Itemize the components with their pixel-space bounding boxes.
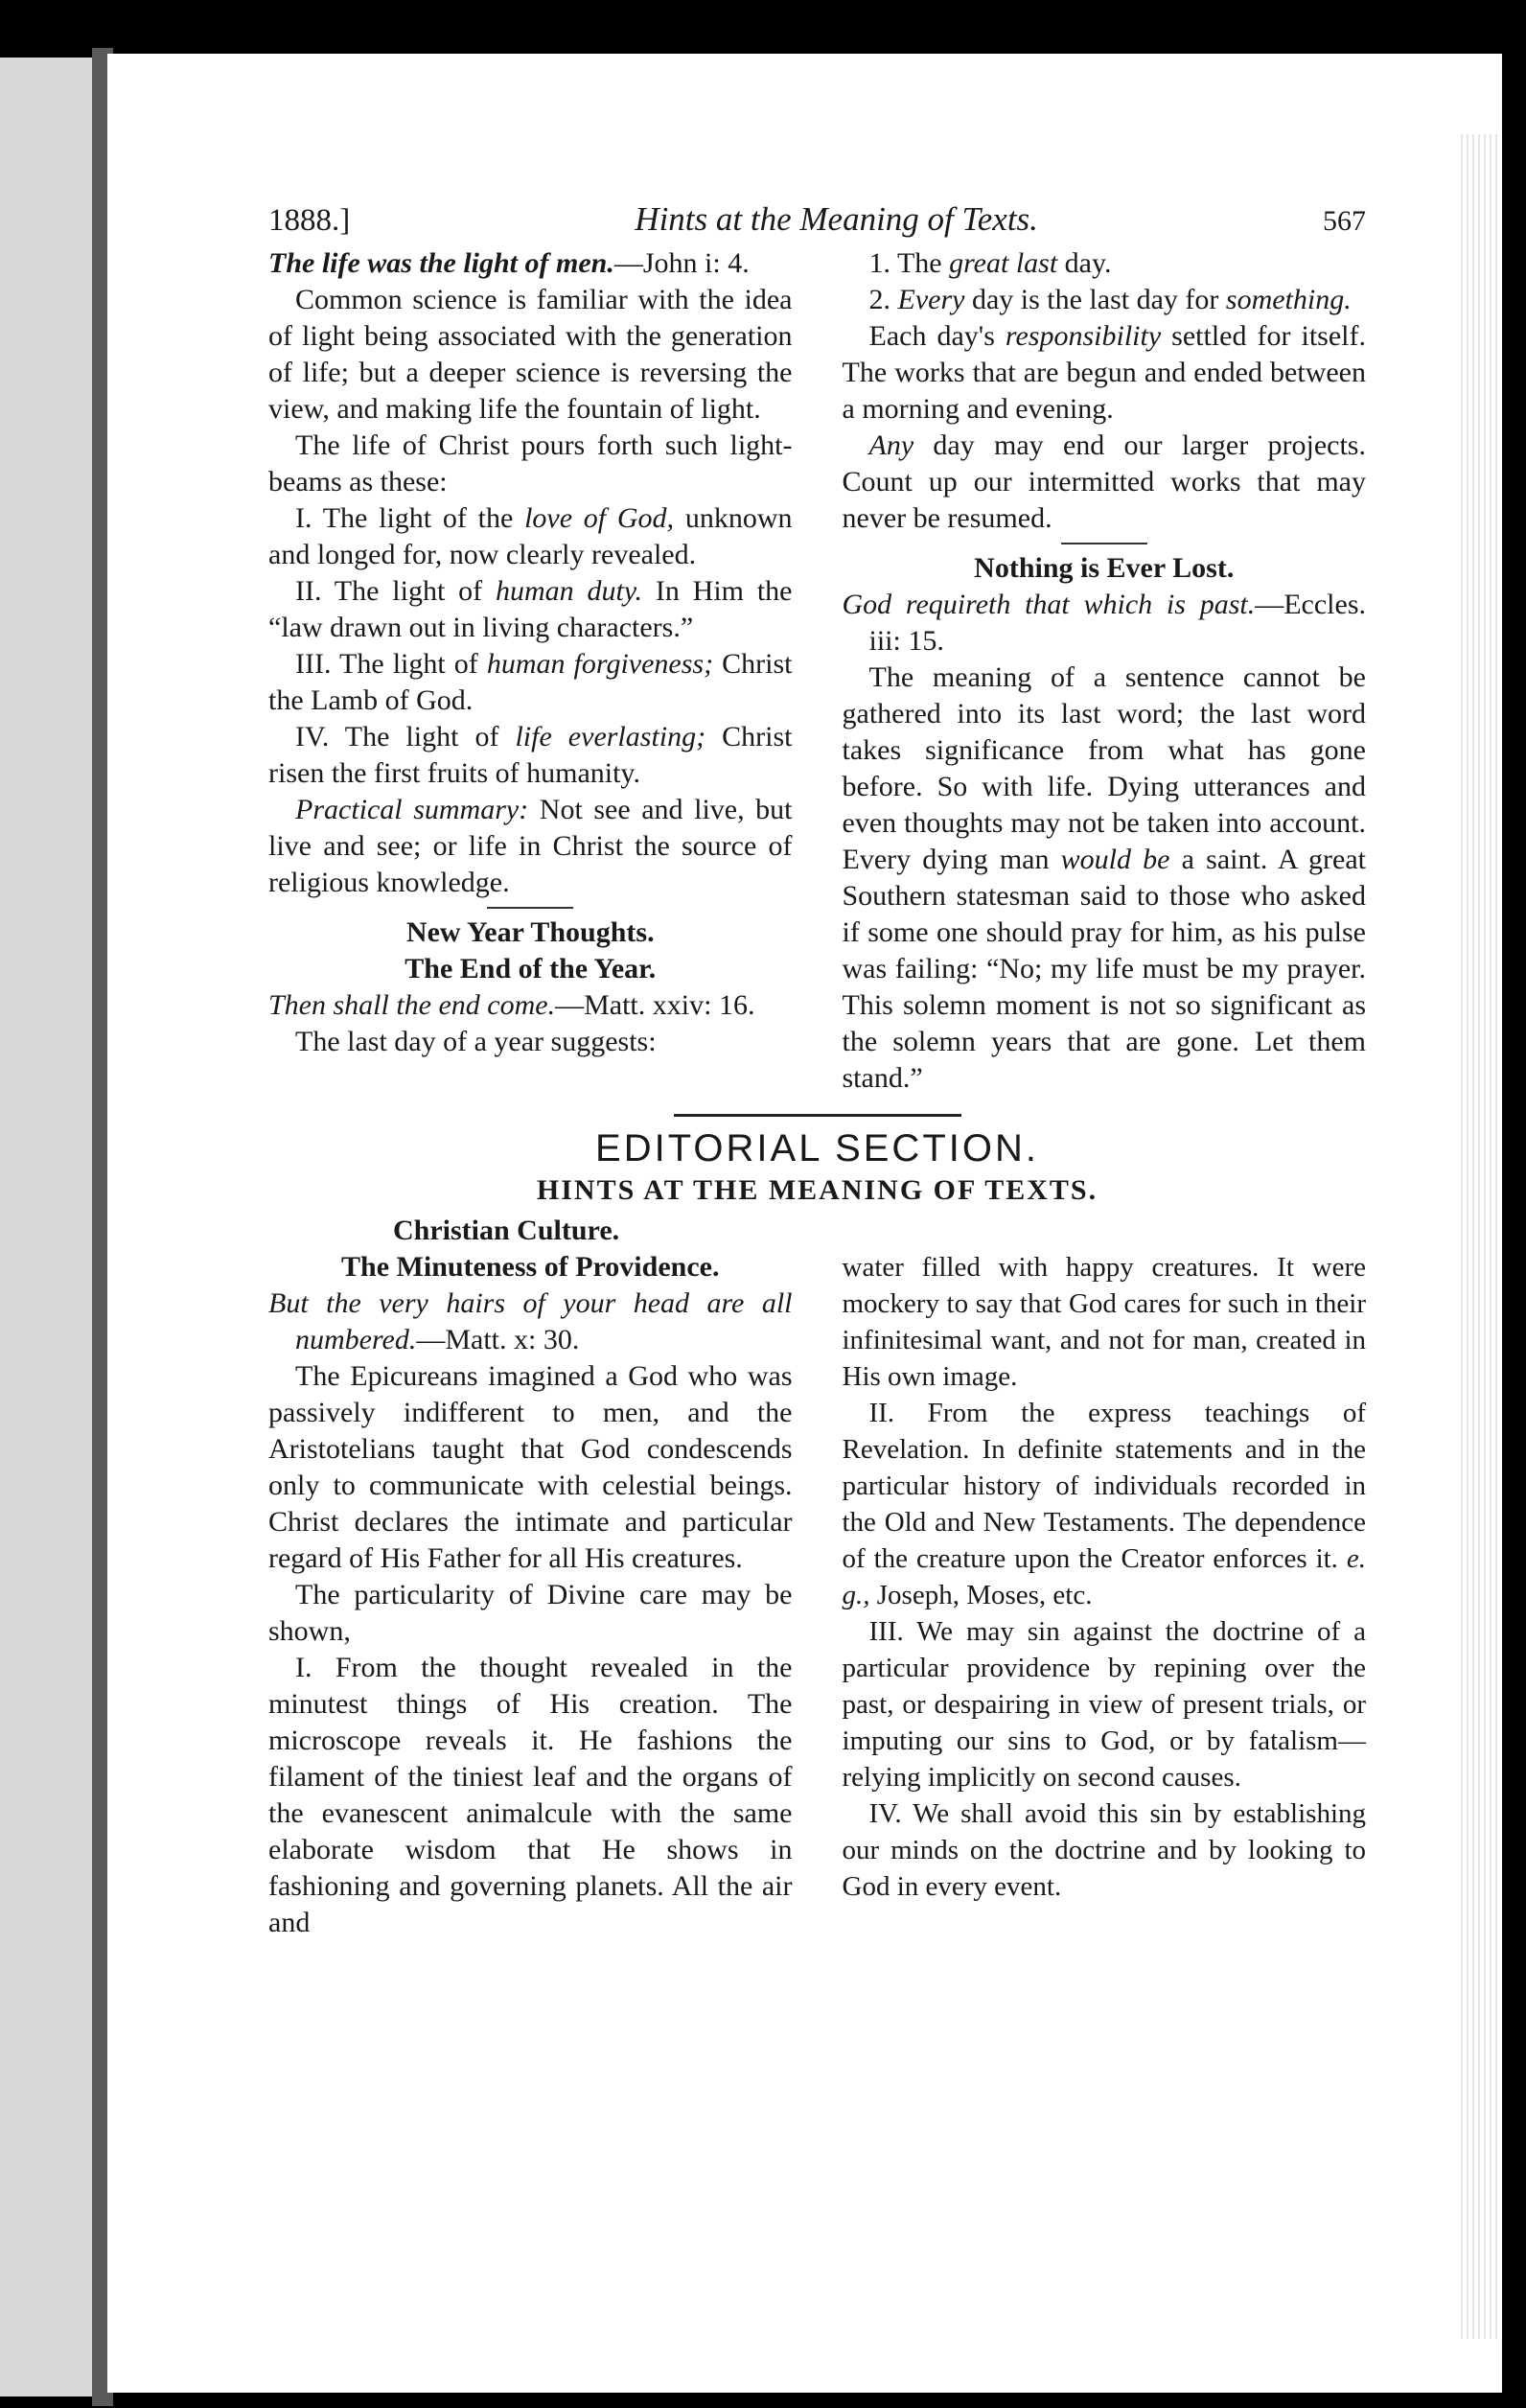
text-run: Joseph, Moses, etc.	[869, 1580, 1093, 1610]
text-run: The meaning of a sentence cannot be gathered into its last word; the last word takes significance from what has gone before. So with life. Dying utterances and even thoughts may not be taken into account. Every dying man	[842, 661, 1366, 875]
lower-columns	[268, 1249, 1366, 1941]
article-heading	[268, 1249, 793, 1285]
text-run: New Year Thoughts.	[405, 916, 655, 948]
text-run: unknown and longed for, now clearly revealed.	[268, 502, 793, 570]
paragraph	[268, 1285, 793, 1358]
paragraph	[268, 1577, 793, 1650]
text-run: In Him the “law drawn out in living characters.”	[268, 575, 793, 643]
emphasis-text: life everlasting;	[515, 721, 706, 752]
emphasis-text: God requireth that which is past.	[842, 589, 1256, 620]
paragraph	[843, 660, 1367, 1097]
text-run: I. From the thought revealed in the minutest things of His creation. The microscope reveals it. He fashions the filament of the tiniest leaf and the organs of the evanescent animalcule with the same elaborate wisdom that He shows in fashioning and governing planets. All the air and	[268, 1652, 793, 1938]
text-run: —Matt. xxiv: 16.	[555, 989, 755, 1021]
emphasis-text: But the very hairs of your head are all numbered.	[268, 1287, 793, 1355]
paragraph	[843, 1613, 1367, 1795]
text-run: The Epicureans imagined a God who was passively indifferent to men, and the Aristotelians taught that God condescends only to communicate with celestial beings. Christ declares the intimate and particular regard of His Father for all His creatures.	[268, 1360, 793, 1574]
paragraph	[268, 1358, 793, 1577]
emphasis-text: responsibility	[1005, 320, 1162, 352]
text-run: The particularity of Divine care may be shown,	[268, 1579, 793, 1647]
paragraph	[268, 428, 793, 500]
emphasis-text: The life was the light of men.	[268, 247, 614, 279]
paragraph	[268, 719, 793, 792]
emphasis-text: human duty.	[495, 575, 642, 607]
divider-rule	[1061, 543, 1147, 544]
section-heading: Christian Culture.	[393, 1215, 620, 1246]
emphasis-text: Every	[897, 284, 965, 315]
editorial-subheading: HINTS AT THE MEANING OF TEXTS.	[536, 1174, 1098, 1206]
text-run: II. The light of	[295, 575, 496, 607]
paragraph	[843, 318, 1367, 428]
paragraph	[843, 245, 1367, 282]
running-head	[268, 201, 1366, 240]
upper-left-column	[268, 245, 793, 1097]
paragraph	[843, 587, 1367, 660]
text-run: IV. The light of	[295, 721, 516, 752]
paragraph	[268, 245, 793, 282]
text-run: —Matt. x: 30.	[416, 1324, 580, 1355]
text-run: water filled with happy creatures. It were mockery to say that God cares for such in their infinitesimal want, and not for man, created in His own image.	[842, 1252, 1366, 1392]
text-run: day may end our larger projects. Count up our intermitted works that may never be resumed.	[842, 429, 1366, 534]
page-number: 567	[1322, 205, 1366, 237]
text-run: I. The light of the	[295, 502, 525, 534]
paragraph	[843, 428, 1367, 537]
emphasis-text: love of God,	[524, 502, 675, 534]
emphasis-text: Then shall the end come.	[268, 989, 556, 1021]
section-divider	[674, 1114, 961, 1117]
paragraph	[843, 1249, 1367, 1395]
divider-rule	[487, 907, 573, 909]
text-run: III. The light of	[295, 648, 487, 680]
editorial-heading: EDITORIAL SECTION.	[595, 1127, 1039, 1169]
text-run: Not see and live, but live and see; or life in Christ the source of religious knowledge.	[268, 794, 793, 898]
text-run: 1. The	[868, 247, 950, 279]
text-run: The End of the Year.	[405, 953, 657, 984]
paragraph	[268, 500, 793, 573]
paragraph	[843, 1395, 1367, 1613]
emphasis-text: something.	[1225, 284, 1352, 315]
emphasis-text: e. g.,	[842, 1543, 1366, 1610]
text-run: Christ the Lamb of God.	[268, 648, 793, 716]
upper-columns	[268, 245, 1366, 1097]
text-run: —Eccles. iii: 15.	[868, 589, 1366, 657]
paragraph	[268, 282, 793, 428]
text-run: IV. We shall avoid this sin by establishing our minds on the doctrine and by looking to God in every event.	[842, 1798, 1366, 1902]
text-run: Nothing is Ever Lost.	[974, 552, 1235, 584]
left-page	[0, 58, 104, 2396]
text-run: settled for itself. The works that are begun and ended between a morning and evening.	[842, 320, 1367, 425]
text-run: Christ risen the first fruits of humanity.	[268, 721, 793, 789]
text-run: a saint. A great Southern statesman said to those who asked if some one should pray for him, as his pulse was failing: “No; my life must be my prayer. This solemn moment is not so significant as the solemn years that are gone. Let them stand.”	[842, 844, 1366, 1094]
article-heading	[268, 951, 793, 987]
text-run: day is the last day for	[964, 284, 1226, 315]
emphasis-text: human forgiveness;	[486, 648, 714, 680]
emphasis-text: Practical summary:	[295, 794, 529, 825]
text-run: The last day of a year suggests:	[295, 1026, 657, 1057]
emphasis-text: great last	[949, 247, 1058, 279]
paragraph	[843, 282, 1367, 318]
text-run: day.	[1057, 247, 1112, 279]
emphasis-text: Any	[868, 429, 914, 461]
text-run: Each day's	[868, 320, 1006, 352]
text-run: 2.	[868, 284, 898, 315]
paragraph	[268, 573, 793, 646]
text-run: —John i: 4.	[613, 247, 750, 279]
running-head-title: Hints at the Meaning of Texts.	[635, 200, 1038, 238]
lower-left-column	[268, 1249, 793, 1941]
paragraph	[843, 1795, 1367, 1905]
paragraph	[268, 987, 793, 1024]
lower-right-column	[843, 1249, 1367, 1941]
page-stack-edge	[1457, 134, 1497, 2339]
paragraph	[268, 1024, 793, 1060]
emphasis-text: would be	[1060, 844, 1170, 875]
article-heading	[843, 550, 1367, 587]
text-run: III. We may sin against the doctrine of a particular providence by repining over the past, or despairing in view of present trials, or imputing our sins to God, or by fatalism—relying implicitly on second causes.	[842, 1616, 1366, 1793]
paragraph	[268, 646, 793, 719]
running-head-year: 1888.]	[268, 203, 351, 238]
paragraph	[268, 792, 793, 901]
text-run: II. From the express teachings of Revelation. In definite statements and in the particular history of individuals recorded in the Old and New Testaments. The dependence of the creature upon the Creator enforces it.	[842, 1398, 1366, 1574]
text-run: Common science is familiar with the idea of light being associated with the generation of life; but a deeper science is reversing the view, and making life the fountain of light.	[268, 284, 793, 425]
upper-right-column	[843, 245, 1367, 1097]
paragraph	[268, 1650, 793, 1941]
article-heading	[268, 915, 793, 951]
text-run: The Minuteness of Providence.	[341, 1251, 720, 1283]
text-run: The life of Christ pours forth such light-beams as these:	[268, 429, 793, 498]
page-content	[268, 201, 1366, 1941]
